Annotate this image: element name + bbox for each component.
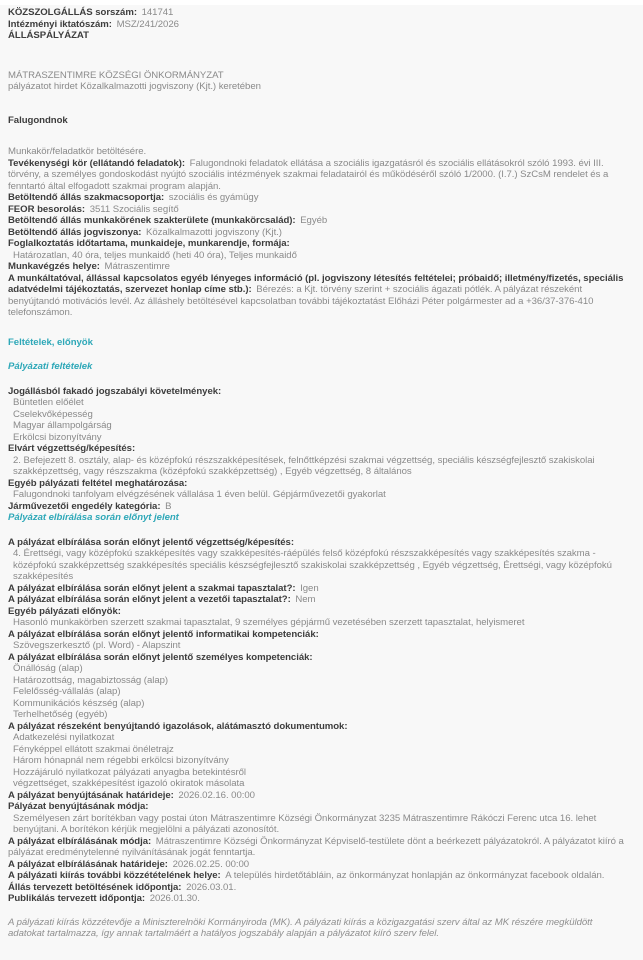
personal-competency-item: Terhelhetőség (egyéb): [13, 709, 108, 720]
work-location-label: Munkavégzés helye:: [8, 261, 100, 272]
personal-competency-item: Kommunikációs készség (alap): [13, 697, 145, 709]
work-location-row: [8, 261, 627, 273]
publication-places-value: A település hirdetőtábláin, az önkormányzat honlapján az önkormányzat facebook oldalán.: [225, 870, 605, 881]
employment-terms-value: Határozatlan, 40 óra, teljes munkaidő (heti 40 óra), Teljes munkaidő: [13, 249, 297, 261]
advantage-education-value: 4. Érettségi, vagy középfokú szakképesítés vagy szakképesítés-ráépülés felső középfokú részszakképesítés vagy szakképesítés szakma - középfokú szakképzettség szakképesítés speciális készségfejlesztő szakiskolai szakképzettség , Egyéb végzettség, Érettségi, vagy középfokú szakképesítés: [13, 548, 612, 582]
start-date-value: 2026.03.01.: [186, 881, 237, 893]
employment-relation-row: [8, 227, 627, 239]
publish-date-label: Publikálás tervezett időpontja:: [8, 893, 146, 904]
registry-number-value: MSZ/241/2026: [116, 18, 179, 30]
job-family-row: [8, 215, 627, 227]
subsection-application-conditions: Pályázati feltételek: [8, 361, 93, 372]
other-condition-label: Egyéb pályázati feltétel meghatározása:: [8, 477, 188, 489]
activity-scope-value: Falugondnoki feladatok ellátása a szociális igazgatásról és szociális ellátásokról szóló 1993. évi III. törvény, a személyes gondoskodást nyújtó szociális intézmények szakmai feladatairól és működéséről szóló 1/2000. (I.7.) SzCsM rendelet és a fenntartó által elfogadott szakmai program alapján.: [8, 157, 609, 192]
personal-competency-item: Határozottság, magabiztosság (alap): [13, 674, 169, 686]
evaluation-method-value: Mátraszentimre Községi Önkormányzat Képviselő-testülete dönt a beérkezett pályázatokról. A pályázatot kiíró a pályázat eredménytelenné nyilvánításának jogát fenntartja.: [8, 835, 624, 858]
required-document-item: Hozzájáruló nyilatkozat pályázati anyagba betekintésről: [13, 766, 246, 778]
advantage-leadership-exp-label: A pályázat elbírálása során előnyt jelent a vezetői tapasztalat?:: [8, 594, 291, 605]
work-location-value: Mátraszentimre: [104, 261, 170, 272]
other-condition-value: Falugondnoki tanfolyam elvégzésének vállalása 1 éven belül. Gépjárművezetői gyakorlat: [13, 489, 386, 500]
evaluation-method-label: A pályázat elbírálásának módja:: [8, 835, 152, 847]
publish-date-value: 2026.01.30.: [149, 893, 200, 904]
required-documents-label: A pályázat részeként benyújtandó igazolások, alátámasztó dokumentumok:: [8, 720, 348, 732]
required-document-item: Három hónapnál nem régebbi erkölcsi bizonyítvány: [13, 755, 229, 766]
employment-terms-label: Foglalkoztatás időtartama, munkaideje, munkarendje, formája:: [8, 238, 290, 249]
personal-competency-item: Önállóság (alap): [13, 663, 83, 674]
feor-code-row: [8, 204, 627, 216]
employment-relation-value: Közalkalmazotti jogviszony (Kjt.): [146, 226, 282, 238]
evaluation-method-row: [8, 836, 627, 859]
legal-requirements-label: Jogállásból fakadó jogszabályi követelmények:: [8, 385, 222, 397]
activity-scope-label: Tevékenységi kör (ellátandó feladatok):: [8, 157, 186, 169]
position-title: Falugondnok: [8, 114, 68, 126]
advantage-other-label: Egyéb pályázati előnyök:: [8, 605, 121, 617]
position-fill-note: Munkakör/feladatkör betöltésére.: [8, 146, 147, 157]
personal-competency-item: Felelősség-vállalás (alap): [13, 686, 121, 697]
publication-places-row: [8, 870, 627, 882]
advantage-personal-label: A pályázat elbírálása során előnyt jelentő személyes kompetenciák:: [8, 651, 313, 663]
required-document-item: Adatkezelési nyilatkozat: [13, 732, 115, 743]
employment-relation-label: Betöltendő állás jogviszonya:: [8, 226, 142, 238]
serial-number-row: [8, 7, 627, 19]
driving-license-label: Járművezetői engedély kategória:: [8, 500, 161, 512]
advantage-professional-exp-value: Igen: [300, 582, 319, 594]
submission-method-value: Személyesen zárt borítékban vagy postai úton Mátraszentimre Községi Önkormányzat 3235 Mátraszentimre Rákóczi Ferenc utca 16. lehet benyújtani. A borítékon kérjük megjelölni a pályázati azonosítót.: [13, 812, 597, 835]
job-family-label: Betöltendő állás munkakörének szakterülete (munkakörcsalád):: [8, 215, 296, 226]
evaluation-deadline-row: [8, 859, 627, 871]
advantage-professional-exp-row: [8, 583, 627, 595]
feor-code-value: 3511 Szociális segítő: [89, 203, 179, 215]
profession-group-value: szociális és gyámügy: [168, 192, 259, 203]
other-info-label: A munkáltatóval, állással kapcsolatos egyéb lényeges információ (pl. jogviszony létesítés feltételei; próbaidő; illetmény/fizetés, speciális adatvédelmi tájékoztatás, szervezet honlap címe stb.):: [8, 272, 624, 295]
submission-deadline-value: 2026.02.16. 00:00: [178, 789, 255, 801]
footer-disclaimer: A pályázati kiírás közzétevője a Miniszterelnöki Kormányiroda (MK). A pályázati kiírás a közigazgatási szerv által az MK részére megküldött adatokat tartalmazza, így annak tartalmáért a hatályos jogszabály alapján a pályázatot kiíró szerv felel.: [8, 916, 593, 939]
driving-license-value: B: [165, 500, 172, 512]
publication-places-label: A pályázati kiírás további közzétételének helye:: [8, 870, 221, 881]
submission-deadline-label: A pályázat benyújtásának határideje:: [8, 789, 174, 801]
start-date-label: Állás tervezett betöltésének időpontja:: [8, 881, 182, 893]
advantage-professional-exp-label: A pályázat elbírálása során előnyt jelent a szakmai tapasztalat?:: [8, 582, 296, 594]
evaluation-deadline-value: 2026.02.25. 00:00: [172, 858, 250, 870]
serial-number-label: KÖZSZOLGÁLLÁS sorszám:: [8, 7, 137, 18]
publish-date-row: [8, 893, 627, 905]
section-title-advantages: Pályázat elbírálása során előnyt jelent: [8, 512, 179, 523]
registry-number-label: Intézményi iktatószám:: [8, 18, 112, 30]
advantage-leadership-exp-value: Nem: [295, 594, 316, 605]
legal-requirement-item: Magyar állampolgárság: [13, 420, 112, 431]
advantage-education-label: A pályázat elbírálása során előnyt jelentő végzettség/képesítés:: [8, 536, 294, 548]
submission-deadline-row: [8, 790, 627, 802]
legal-requirement-item: Büntetlen előélet: [13, 397, 84, 408]
advantage-it-value: Szövegszerkesztő (pl. Word) - Alapszint: [13, 640, 181, 651]
other-info-row: [8, 273, 627, 319]
other-info-value: Bérezés: a Kjt. törvény szerint + szociális ágazati pótlék. A pályázat részeként benyújtandó motivációs levél. Az álláshely betöltésével kapcsolatban további tájékoztatást Előházi Péter polgármester ad a +36/37-376-410 telefonszámon.: [8, 284, 594, 318]
profession-group-label: Betöltendő állás szakmacsoportja:: [8, 192, 165, 203]
submission-method-label: Pályázat benyújtásának módja:: [8, 801, 149, 812]
required-document-item: Fényképpel ellátott szakmai önéletrajz: [13, 743, 174, 755]
job-family-value: Egyéb: [300, 215, 328, 226]
evaluation-deadline-label: A pályázat elbírálásának határideje:: [8, 858, 168, 870]
document-type-title: ÁLLÁSPÁLYÁZAT: [8, 30, 89, 41]
required-document-item: végzettséget, szakképesítést igazoló okiratok másolata: [13, 778, 245, 789]
registry-number-row: [8, 19, 627, 31]
profession-group-row: [8, 192, 627, 204]
employer-announcement: pályázatot hirdet Közalkalmazotti jogviszony (Kjt.) keretében: [8, 81, 261, 92]
advantage-it-label: A pályázat elbírálása során előnyt jelentő informatikai kompetenciák:: [8, 628, 319, 640]
employer-name: MÁTRASZENTIMRE KÖZSÉGI ÖNKORMÁNYZAT: [8, 69, 224, 81]
required-education-value: 2. Befejezett 8. osztály, alap- és középfokú részszakképesítések, felnőttképzési szakmai végzettség, speciális készségfejlesztő szakiskolai szakképzettség, vagy részszakma (középfokú szakképzettség) , Egyéb végzettség, 8 általános: [13, 454, 595, 477]
start-date-row: [8, 882, 627, 894]
job-posting-document: [0, 5, 643, 960]
feor-code-label: FEOR besorolás:: [8, 203, 86, 215]
legal-requirement-item: Cselekvőképesség: [13, 408, 93, 420]
advantage-leadership-exp-row: [8, 594, 627, 606]
section-title-conditions: Feltételek, előnyök: [8, 336, 93, 348]
activity-scope-row: [8, 158, 627, 193]
driving-license-row: [8, 501, 627, 513]
legal-requirement-item: Erkölcsi bizonyítvány: [13, 431, 102, 443]
serial-number-value: 141741: [141, 7, 174, 18]
required-education-label: Elvárt végzettség/képesítés:: [8, 443, 136, 454]
advantage-other-value: Hasonló munkakörben szerzett szakmai tapasztalat, 9 személyes gépjármű vezetésében szerzett tapasztalat, helyismeret: [13, 617, 525, 628]
